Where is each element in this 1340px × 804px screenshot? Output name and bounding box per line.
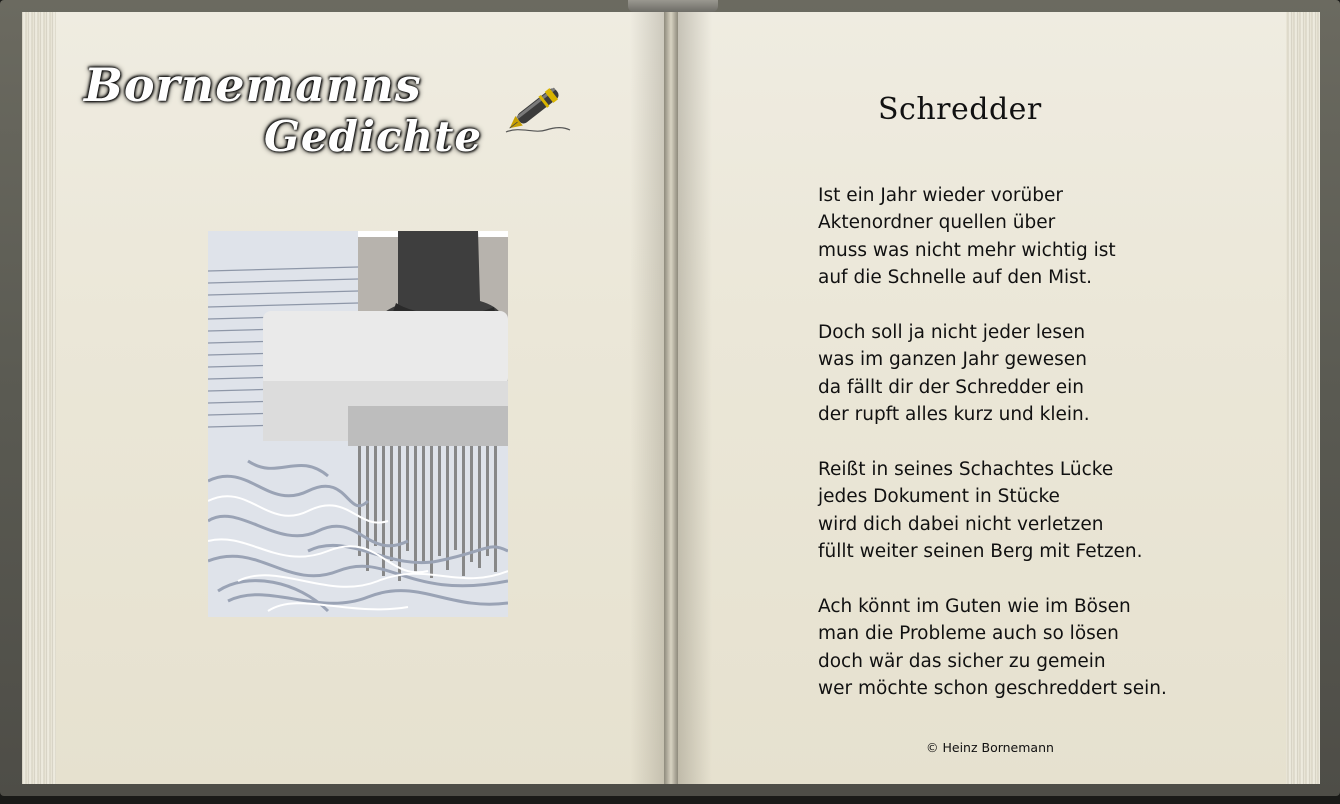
copyright-notice: © Heinz Bornemann (926, 740, 1054, 755)
poem-line: der rupft alles kurz und klein. (818, 404, 1090, 426)
poem-stanza (818, 319, 1238, 429)
poem-line: wird dich dabei nicht verletzen (818, 513, 1104, 535)
poem-title: Schredder (878, 92, 1042, 127)
poem-stanza (818, 593, 1238, 703)
brand-title-line1: Bornemanns (84, 58, 422, 112)
poem-line: Reißt in seines Schachtes Lücke (818, 459, 1114, 481)
poem-line: jedes Dokument in Stücke (818, 486, 1060, 508)
poem-stanza (818, 456, 1238, 566)
shredder-photo (208, 231, 508, 617)
poem-line: doch wär das sicher zu gemein (818, 650, 1106, 672)
poem-line: was im ganzen Jahr gewesen (818, 349, 1087, 371)
page-edges (1286, 12, 1320, 784)
poem-line: Doch soll ja nicht jeder lesen (818, 322, 1086, 344)
poem-line: Ist ein Jahr wieder vorüber (818, 185, 1063, 206)
page-edges (22, 12, 56, 784)
book-spine (664, 12, 678, 784)
poem-stanza (818, 182, 1238, 292)
brand-title-line2: Gedichte (264, 112, 483, 161)
poem-line: man die Probleme auch so lösen (818, 623, 1119, 645)
poem-body (818, 182, 1238, 730)
fountain-pen-icon (500, 74, 576, 138)
poem-line: da fällt dir der Schredder ein (818, 376, 1085, 398)
poem-line: auf die Schnelle auf den Mist. (818, 267, 1092, 289)
poem-line: Aktenordner quellen über (818, 212, 1056, 234)
poem-line: wer möchte schon geschreddert sein. (818, 678, 1167, 700)
poem-line: muss was nicht mehr wichtig ist (818, 239, 1116, 261)
book-clasp (628, 0, 718, 12)
poem-line: Ach könnt im Guten wie im Bösen (818, 596, 1131, 618)
page-gutter-shadow (672, 12, 712, 784)
poem-line: füllt weiter seinen Berg mit Fetzen. (818, 541, 1143, 563)
